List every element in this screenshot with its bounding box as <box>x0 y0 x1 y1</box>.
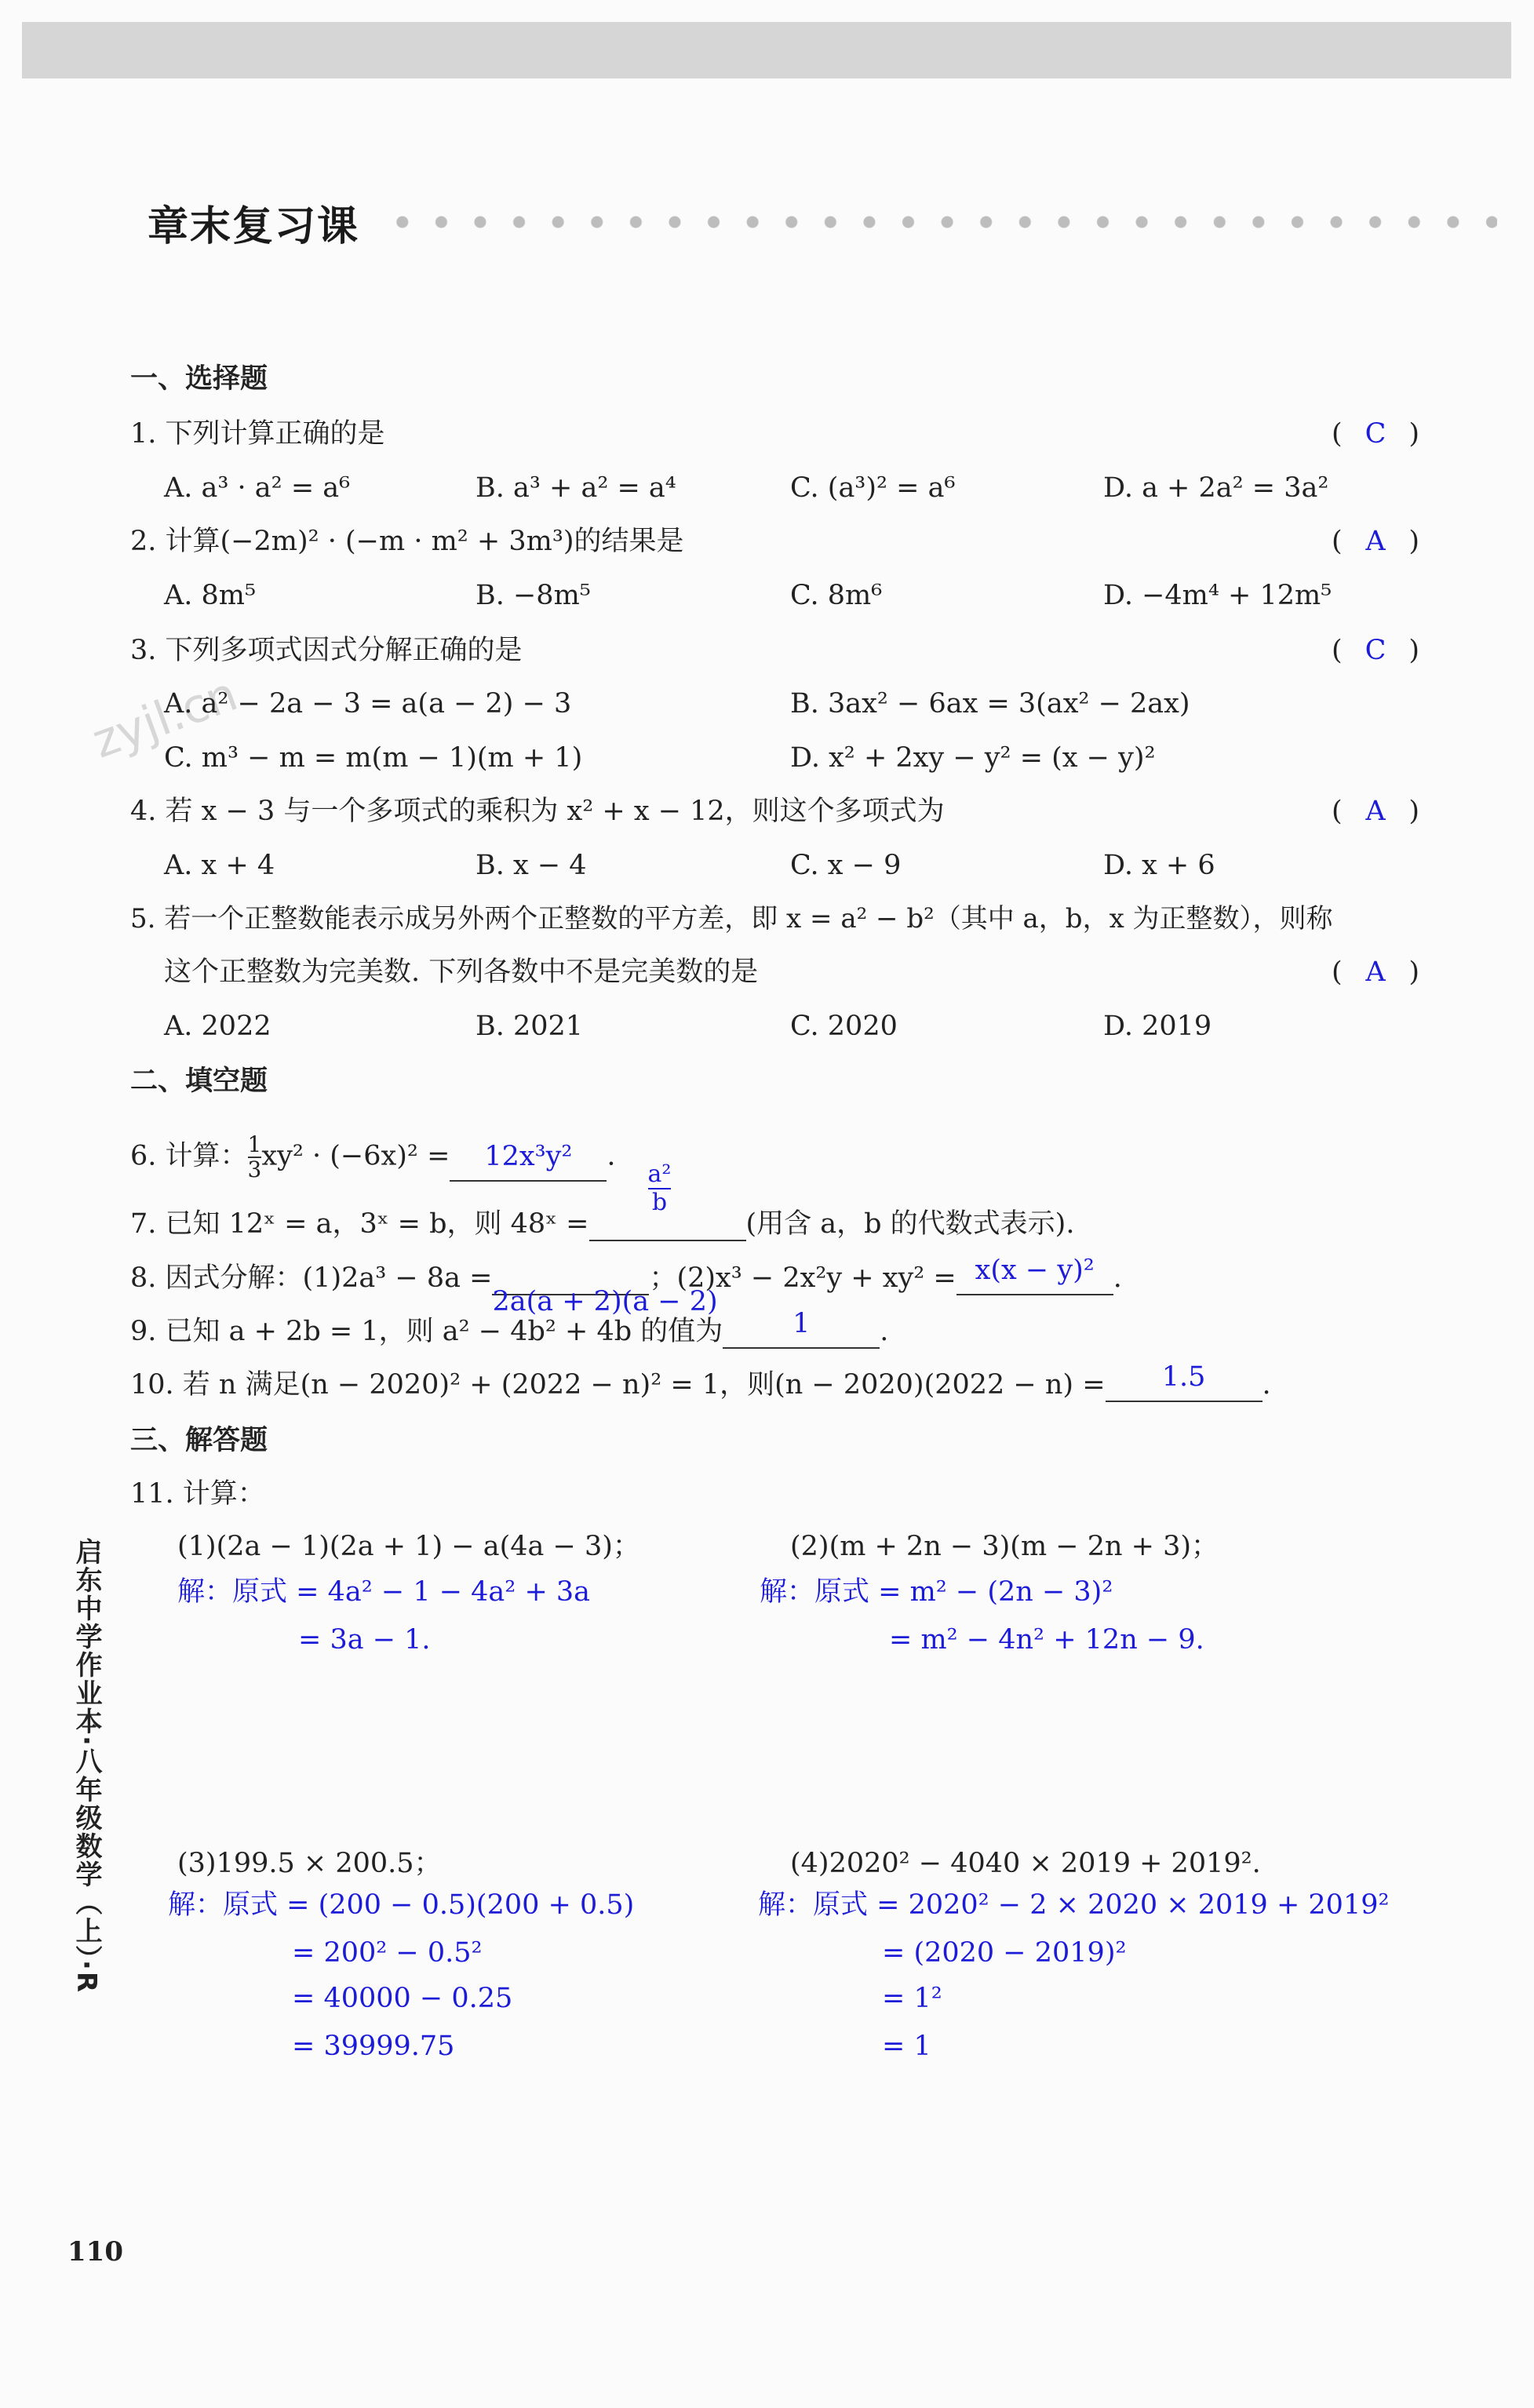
option: D. 2019 <box>1103 1011 1212 1042</box>
answer-blank[interactable] <box>589 1160 746 1241</box>
solution-line: = 1² <box>882 1983 942 2014</box>
answer-denominator: b <box>651 1189 668 1216</box>
solution-line: = 200² − 0.5² <box>292 1937 483 1969</box>
fraction-denominator: 3 <box>247 1157 262 1182</box>
option: C. (a³)² = a⁶ <box>790 472 956 504</box>
answer-1: 2a(a + 2)(a − 2) <box>492 1286 718 1317</box>
answer-2: x(x − y)² <box>975 1255 1095 1286</box>
option: A. 2022 <box>164 1011 271 1042</box>
section-heading: 三、解答题 <box>130 1425 268 1456</box>
question-stem: 1. 下列计算正确的是 <box>130 418 385 450</box>
question-stem-continued: 这个正整数为完美数. 下列各数中不是完美数的是 <box>164 956 759 988</box>
solution-line: = 1 <box>882 2031 931 2062</box>
expression: ；(2)x³ − 2x²y + xy² = <box>649 1262 956 1294</box>
option: C. 2020 <box>790 1011 898 1042</box>
answer-bracket: ( A ) <box>1332 526 1419 557</box>
question-stem: 3. 下列多项式因式分解正确的是 <box>130 635 523 666</box>
option: C. m³ − m = m(m − 1)(m + 1) <box>164 742 583 774</box>
chapter-title: 章末复习课 <box>148 203 360 250</box>
period: . <box>1262 1369 1271 1401</box>
sub-problem: (2)(m + 2n − 3)(m − 2n + 3)； <box>790 1531 1219 1562</box>
answer: 1 <box>793 1308 811 1339</box>
question-7 <box>130 1160 1075 1241</box>
answer: 1.5 <box>1161 1361 1206 1393</box>
label: 10. 若 n 满足(n − 2020)² + (2022 − n)² = 1，则(n − 2020)(2022 − n) = <box>130 1369 1106 1401</box>
solution-line: = 3a − 1. <box>298 1624 431 1656</box>
period: . <box>880 1316 889 1347</box>
label: 8. 因式分解：(1)2a³ − 8a = <box>130 1262 493 1294</box>
answer: C <box>1365 418 1386 450</box>
question-stem: 5. 若一个正整数能表示成另外两个正整数的平方差，即 x = a² − b²（其中 a，b，x 为正整数），则称 <box>130 903 1333 934</box>
page-number: 110 <box>67 2236 123 2268</box>
section-heading: 二、填空题 <box>130 1066 268 1097</box>
question-9 <box>130 1308 889 1349</box>
option: C. x − 9 <box>790 850 902 881</box>
solution-line: = 40000 − 0.25 <box>292 1983 513 2014</box>
option: B. 3ax² − 6ax = 3(ax² − 2ax) <box>790 688 1190 719</box>
sub-problem: (1)(2a − 1)(2a + 1) − a(4a − 3)； <box>177 1531 640 1562</box>
label: 6. 计算： <box>130 1140 248 1172</box>
question-6 <box>130 1133 616 1182</box>
answer: C <box>1365 635 1386 666</box>
option: B. 2021 <box>476 1011 584 1042</box>
question-10 <box>130 1361 1271 1402</box>
answer-blank-2[interactable] <box>956 1255 1113 1295</box>
solution-line: 解：原式 = 2020² − 2 × 2020 × 2019 + 2019² <box>758 1889 1390 1921</box>
answer: 12x³y² <box>484 1141 573 1172</box>
answer: A <box>1365 796 1386 827</box>
option: B. a³ + a² = a⁴ <box>476 472 676 504</box>
solution-line: 解：原式 = m² − (2n − 3)² <box>760 1576 1113 1608</box>
sub-problem: (3)199.5 × 200.5； <box>177 1848 442 1879</box>
answer-numerator: a² <box>647 1160 672 1188</box>
section-heading: 一、选择题 <box>130 363 268 395</box>
option: B. −8m⁵ <box>476 580 591 611</box>
watermark: zyjl.cn <box>85 666 245 770</box>
answer-blank-1[interactable] <box>492 1262 718 1317</box>
option: C. 8m⁶ <box>790 580 883 611</box>
top-band <box>22 22 1511 78</box>
sub-problem: (4)2020² − 4040 × 2019 + 2019². <box>790 1848 1261 1879</box>
question-stem: 11. 计算： <box>130 1478 265 1510</box>
answer-blank[interactable] <box>723 1308 880 1349</box>
option: A. 8m⁵ <box>164 580 257 611</box>
solution-line: = (2020 − 2019)² <box>882 1937 1127 1969</box>
answer-bracket: ( A ) <box>1332 796 1419 827</box>
answer-blank[interactable] <box>450 1141 607 1182</box>
answer: A <box>1365 956 1386 988</box>
answer-bracket: ( A ) <box>1332 956 1419 988</box>
option: A. x + 4 <box>164 850 275 881</box>
option: A. a³ · a² = a⁶ <box>164 472 351 504</box>
solution-line: 解：原式 = (200 − 0.5)(200 + 0.5) <box>168 1889 635 1921</box>
option: D. a + 2a² = 3a² <box>1103 472 1329 504</box>
question-stem: 2. 计算(−2m)² · (−m · m² + 3m³)的结果是 <box>130 526 684 557</box>
period: . <box>1113 1262 1122 1294</box>
answer: A <box>1365 526 1386 557</box>
option: D. −4m⁴ + 12m⁵ <box>1103 580 1332 611</box>
answer-blank[interactable] <box>1106 1361 1263 1402</box>
option: D. x² + 2xy − y² = (x − y)² <box>790 742 1156 774</box>
question-stem: 4. 若 x − 3 与一个多项式的乘积为 x² + x − 12，则这个多项式为 <box>130 796 945 827</box>
question-8 <box>130 1255 1122 1317</box>
answer-bracket: ( C ) <box>1332 418 1419 450</box>
label: 9. 已知 a + 2b = 1，则 a² − 4b² + 4b 的值为 <box>130 1316 723 1347</box>
option: D. x + 6 <box>1103 850 1215 881</box>
solution-line: = m² − 4n² + 12n − 9. <box>889 1624 1204 1656</box>
fraction-numerator: 1 <box>247 1131 262 1157</box>
label: 7. 已知 12ˣ = a，3ˣ = b，则 48ˣ = <box>130 1208 589 1240</box>
hint: (用含 a，b 的代数式表示). <box>745 1208 1075 1240</box>
period: . <box>607 1140 616 1172</box>
option: B. x − 4 <box>476 850 587 881</box>
option: A. a² − 2a − 3 = a(a − 2) − 3 <box>164 688 572 719</box>
solution-line: 解：原式 = 4a² − 1 − 4a² + 3a <box>177 1576 591 1608</box>
side-label: 启东中学作业本·八年级数学（上）·R <box>71 1538 102 1995</box>
expression: xy² · (−6x)² = <box>261 1140 450 1172</box>
answer-bracket: ( C ) <box>1332 635 1419 666</box>
title-dots <box>383 215 1497 229</box>
solution-line: = 39999.75 <box>292 2031 455 2062</box>
